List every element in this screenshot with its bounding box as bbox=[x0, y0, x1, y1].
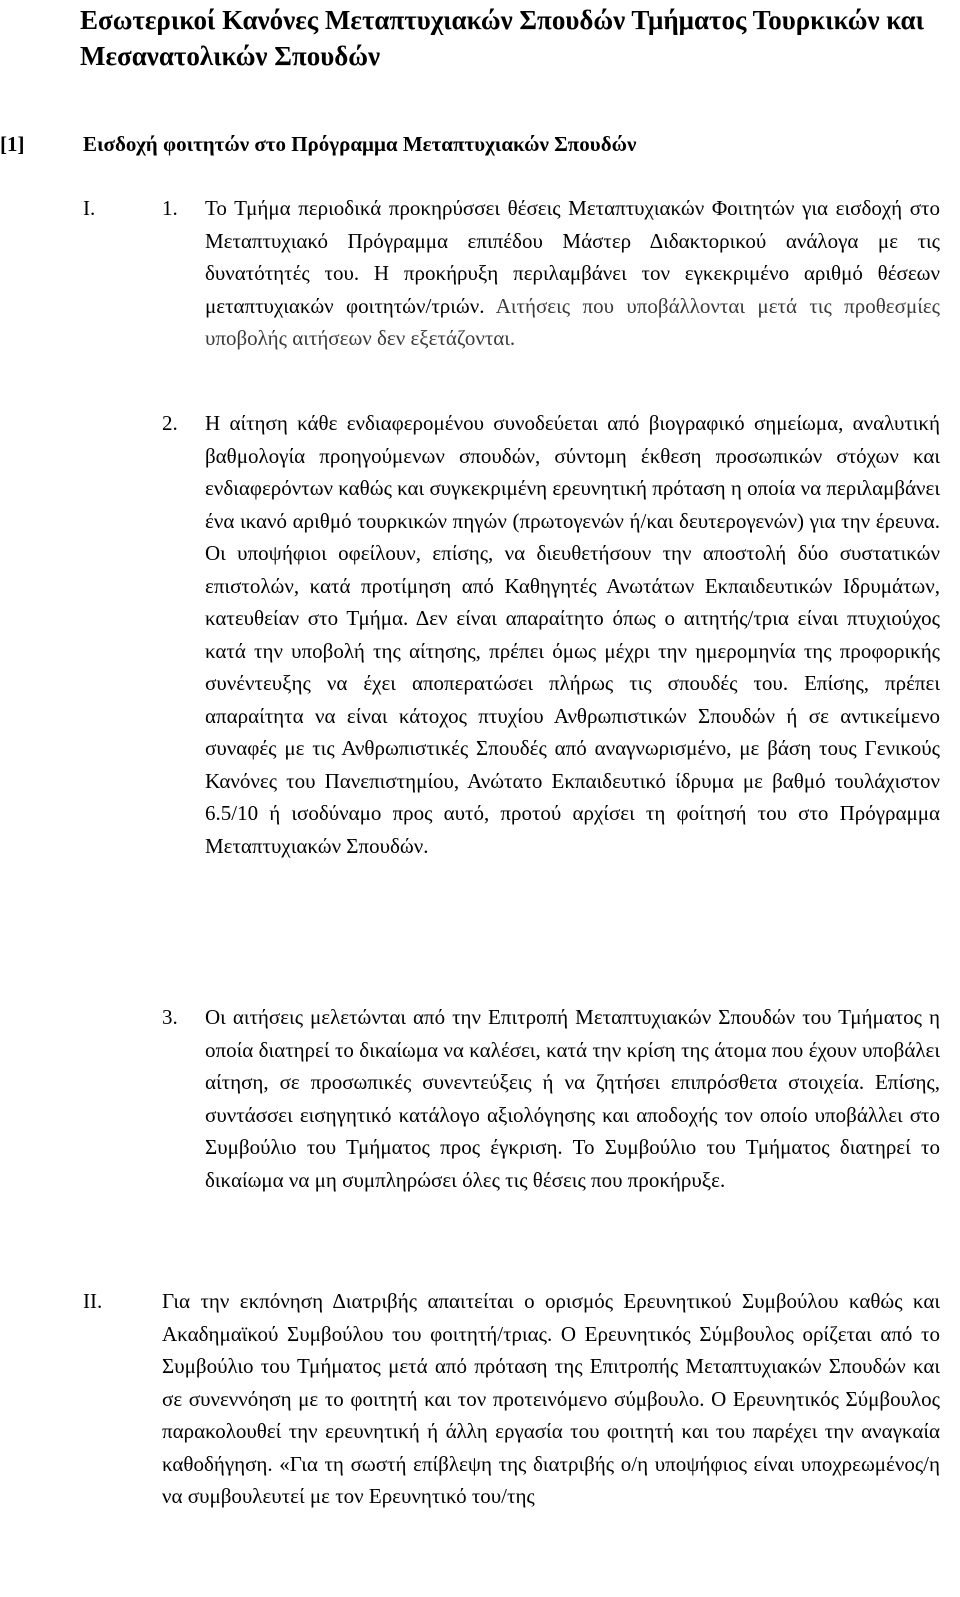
part-II-label: II. bbox=[83, 1289, 103, 1313]
part-I-label: I. bbox=[83, 196, 96, 220]
item-2-paragraph: Η αίτηση κάθε ενδιαφερομένου συνοδεύεται από βιογραφικό σημείωμα, αναλυτική βαθμολογία προηγούμενων σπουδών, σύντομη έκθεση προσωπικών στόχων και ενδιαφερόντων καθώς και συγκεκριμένη ερευνητική πρόταση η οποία να περιλαμβάνει ένα ικανό αριθμό τουρκικών πηγών (πρωτογενών ή/και δευτερογενών) για την έρευνα. Οι υποψήφιοι οφείλουν, επίσης, να διευθετήσουν την αποστολή δύο συστατικών επιστολών, κατά προτίμηση από Καθηγητές Ανωτάτων Εκπαιδευτικών Ιδρυμάτων, κατευθείαν στο Τμήμα. Δεν είναι απαραίτητο όπως ο αιτητής/τρια είναι πτυχιούχος κατά την υποβολή της αίτησης, πρέπει όμως μέχρι την ημερομηνία της προφορικής συνέντευξης να έχει αποπερατώσει πλήρως τις σπουδές του. Επίσης, πρέπει απαραίτητα να είναι κάτοχος πτυχίου Ανθρωπιστικών Σπουδών ή σε αντικείμενο συναφές με τις Ανθρωπιστικές Σπουδές από αναγνωρισμένο, με βάση τους Γενικούς Κανόνες του Πανεπιστημίου, Ανώτατο Εκπαιδευτικό ίδρυμα με βαθμό τουλάχιστον 6.5/10 ή ισοδύναμο προς αυτό, προτού αρχίσει τη φοίτησή του στο Πρόγραμμα Μεταπτυχιακών Σπουδών. bbox=[205, 411, 940, 858]
document-title: Εσωτερικοί Κανόνες Μεταπτυχιακών Σπουδών Τμήματος Τουρκικών και Μεσανατολικών Σπουδών bbox=[80, 5, 924, 71]
part-II-paragraph: Για την εκπόνηση Διατριβής απαιτείται ο ορισμός Ερευνητικού Συμβούλου καθώς και Ακαδημαϊκού Συμβούλου του φοιτητή/τριας. Ο Ερευνητικός Σύμβουλος ορίζεται από το Συμβούλιο του Τμήματος μετά από πρόταση της Επιτροπής Μεταπτυχιακών Σπουδών και σε συνεννόηση με το φοιτητή και τον προτεινόμενο σύμβουλο. Ο Ερευνητικός Σύμβουλος παρακολουθεί την ερευνητική ή άλλη εργασία του φοιτητή και του παρέχει την αναγκαία καθοδήγηση. «Για τη σωστή επίβλεψη της διατριβής ο/η υποψήφιος είναι υποχρεωμένος/η να συμβουλευτεί με τον Ερευνητικό του/της bbox=[162, 1289, 940, 1508]
item-1-text-grey: Αιτήσεις που υποβάλλονται μετά τις προθεσμίες υποβολής αιτήσεων δεν εξετάζονται. bbox=[205, 293, 940, 350]
section-number: [1] bbox=[0, 132, 25, 156]
item-1-text: Το Τμήμα περιοδικά προκηρύσσει θέσεις Μεταπτυχιακών Φοιτητών για εισδοχή στο Μεταπτυχιακό Πρόγραμμα επιπέδου Μάστερ Διδακτορικού ανάλογα με τις δυνατότητές του. Η προκήρυξη περιλαμβάνει τον εγκεκριμένο αριθμό θέσεων μεταπτυχιακών φοιτητών/τριών. bbox=[205, 196, 940, 318]
item-1-paragraph bbox=[205, 192, 940, 355]
item-1-number: 1. bbox=[162, 196, 178, 220]
section-title: Εισδοχή φοιτητών στο Πρόγραμμα Μεταπτυχιακών Σπουδών bbox=[83, 132, 637, 156]
item-3-number: 3. bbox=[162, 1005, 178, 1029]
item-3-paragraph: Οι αιτήσεις μελετώνται από την Επιτροπή Μεταπτυχιακών Σπουδών του Τμήματος η οποία διατηρεί το δικαίωμα να καλέσει, κατά την κρίση της άτομα που έχουν υποβάλει αίτηση, σε προσωπικές συνεντεύξεις ή να ζητήσει επιπρόσθετα στοιχεία. Επίσης, συντάσσει εισηγητικό κατάλογο αξιολόγησης και αποδοχής τον οποίο υποβάλλει στο Συμβούλιο του Τμήματος προς έγκριση. Το Συμβούλιο του Τμήματος διατηρεί το δικαίωμα να μη συμπληρώσει όλες τις θέσεις που προκήρυξε. bbox=[205, 1005, 940, 1192]
item-2-number: 2. bbox=[162, 411, 178, 435]
